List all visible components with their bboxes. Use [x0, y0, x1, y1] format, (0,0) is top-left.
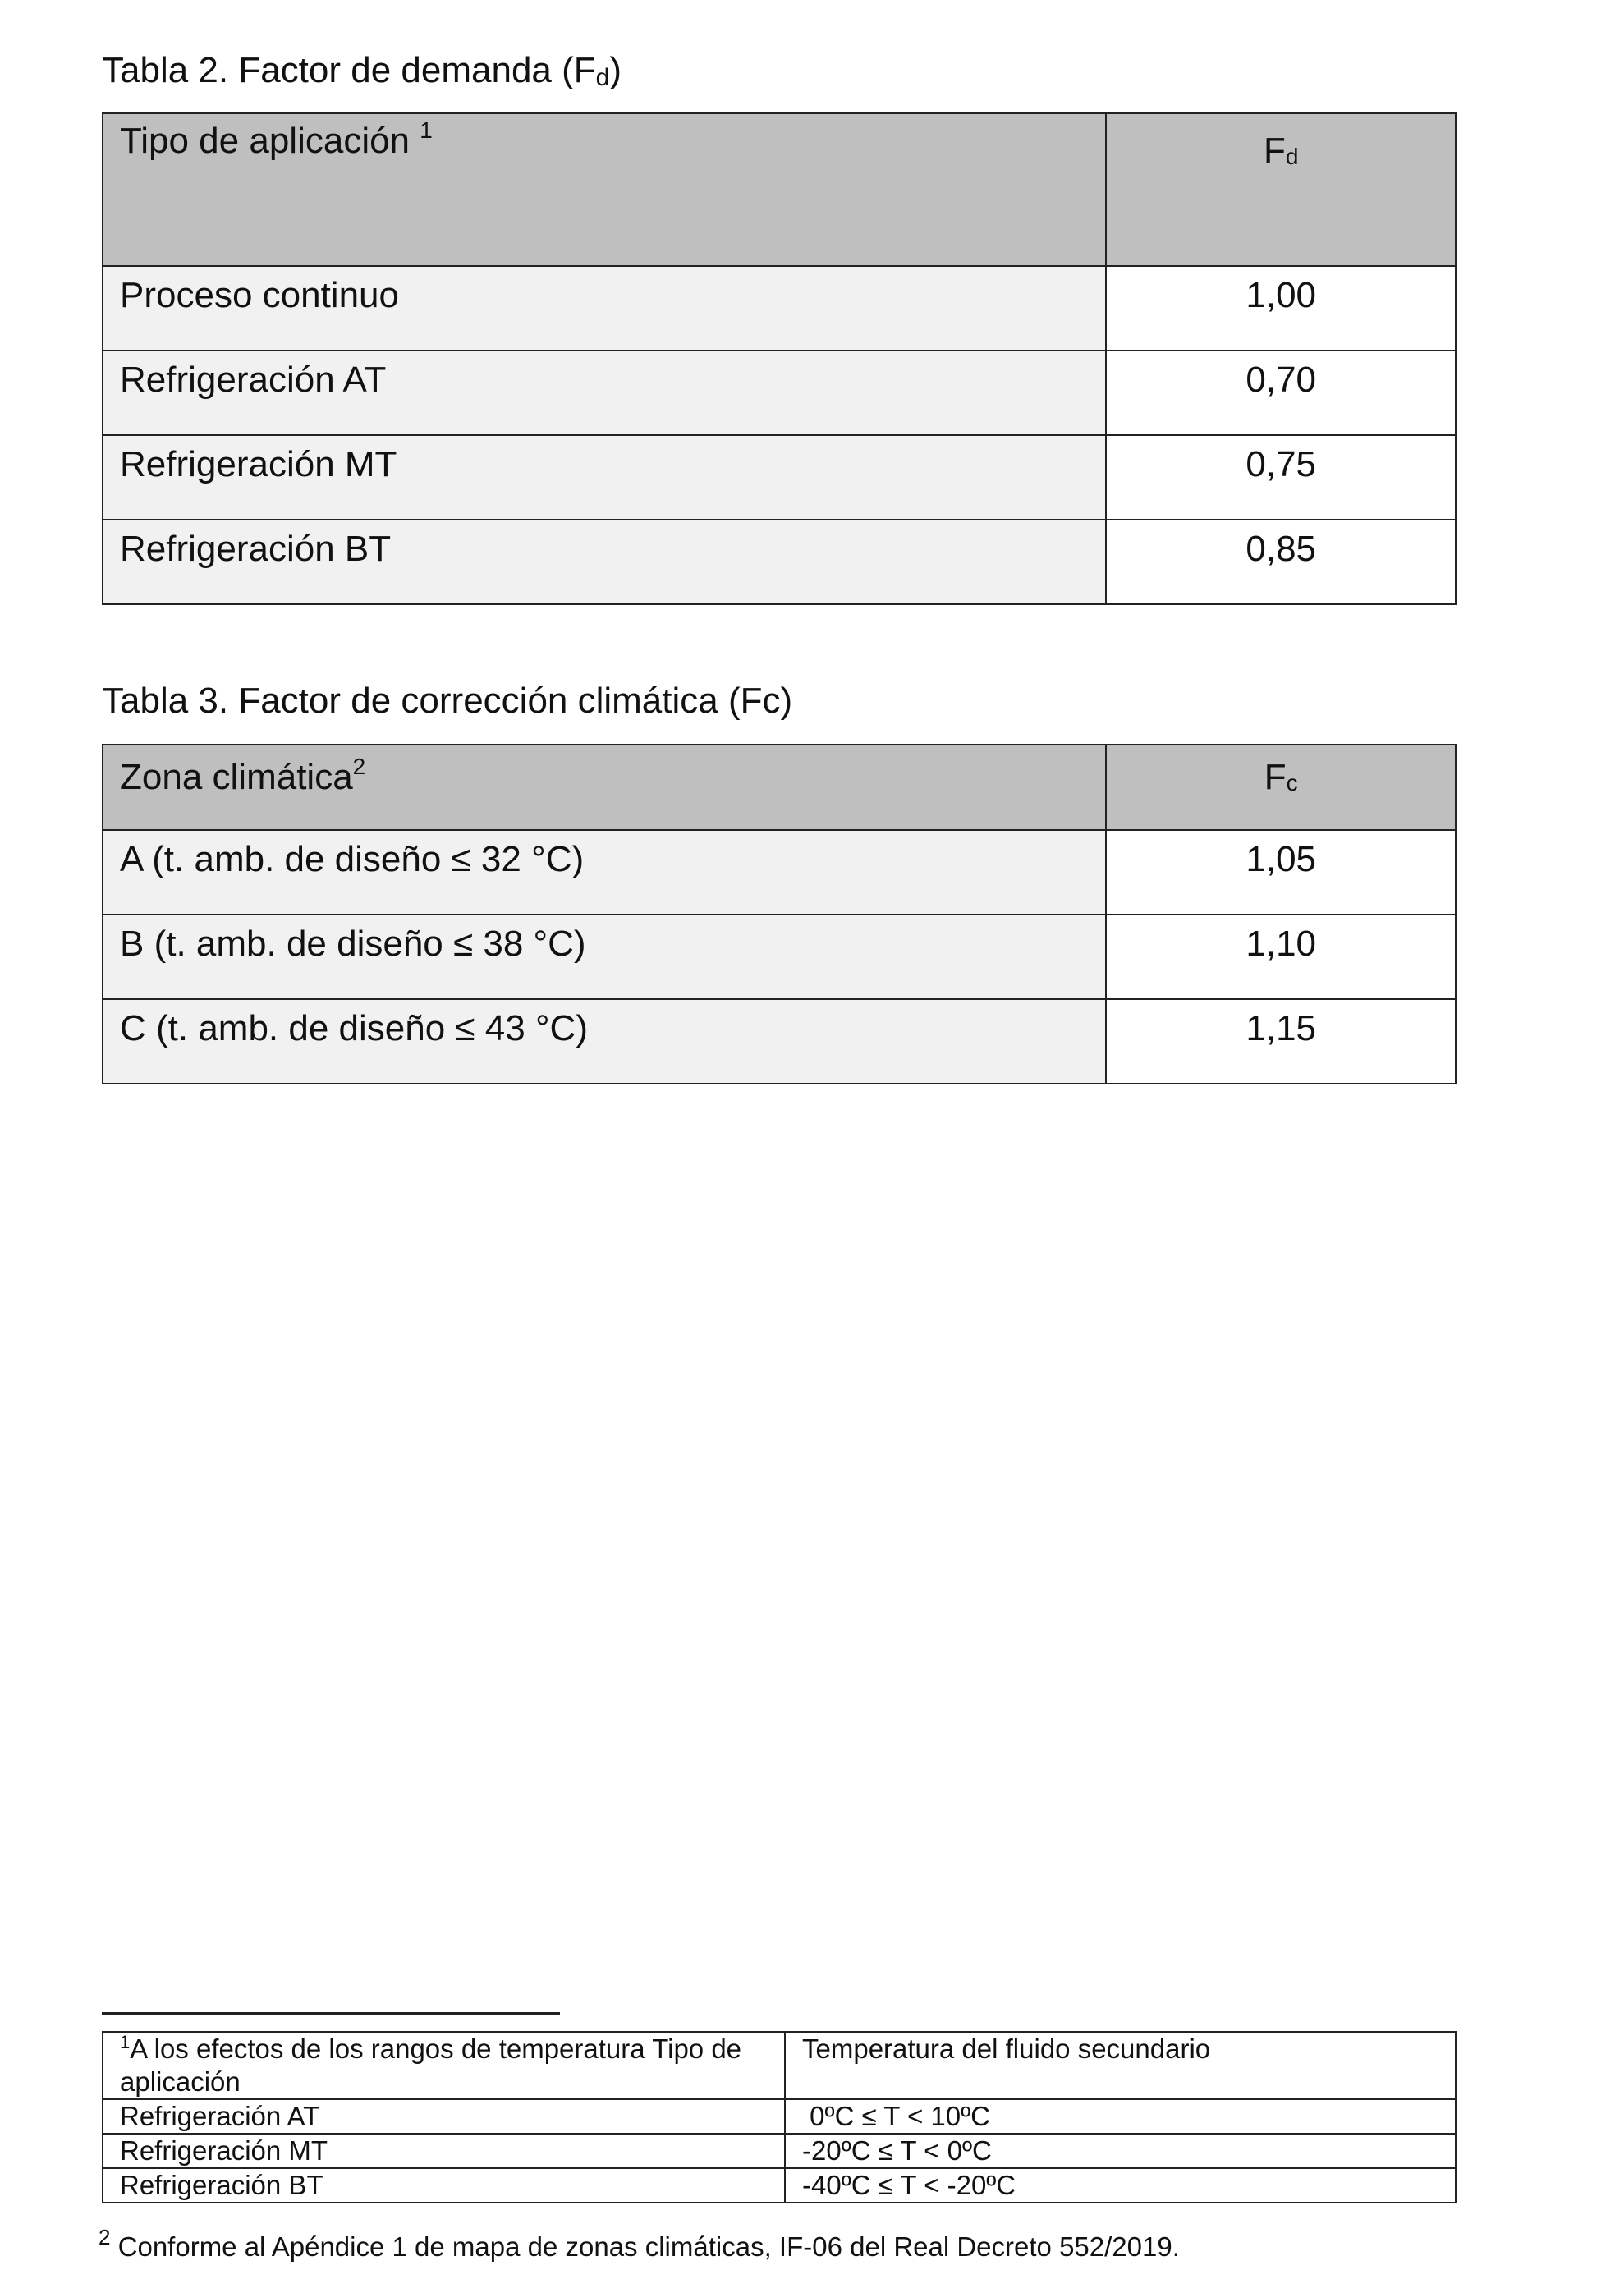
table-row: [103, 520, 1456, 604]
footnote1-ref: 1: [120, 2032, 131, 2052]
footnote2-text: Conforme al Apéndice 1 de mapa de zonas climáticas, IF-06 del Real Decreto 552/2019.: [117, 2231, 1180, 2262]
table-header-row: [103, 113, 1456, 266]
demand-factor-table: [102, 112, 1457, 605]
row-label: Refrigeración MT: [103, 2134, 785, 2168]
row-value: 1,15: [1106, 999, 1456, 1084]
table-row: [103, 999, 1456, 1084]
row-label: B (t. amb. de diseño ≤ 38 °C): [103, 915, 1106, 999]
row-value: -40ºC ≤ T < -20ºC: [785, 2168, 1456, 2203]
row-value: 0,70: [1106, 351, 1456, 435]
row-label: Refrigeración BT: [103, 2168, 785, 2203]
row-value: 1,00: [1106, 266, 1456, 351]
footnote1-header-col2: Temperatura del fluido secundario: [785, 2032, 1456, 2099]
table-row: [103, 2168, 1456, 2203]
footnote1-temperature-table: [102, 2031, 1457, 2203]
row-label: Refrigeración BT: [103, 520, 1106, 604]
table-row: [103, 915, 1456, 999]
table2-caption: Tabla 2. Factor de demanda (Fd): [102, 50, 622, 91]
footnote2: [99, 2225, 1180, 2263]
row-value: 0ºC ≤ T < 10ºC: [785, 2099, 1456, 2134]
table-row: [103, 351, 1456, 435]
row-label: Refrigeración AT: [103, 2099, 785, 2134]
column-header-application-type: Tipo de aplicación $^1$: [103, 113, 1106, 266]
column-header-fc: Fc: [1106, 745, 1456, 830]
row-value: 1,10: [1106, 915, 1456, 999]
table-row: [103, 2134, 1456, 2168]
climate-correction-table: [102, 744, 1457, 1084]
row-label: Refrigeración AT: [103, 351, 1106, 435]
footnote1-header-col1: $^1$A los efectos de los rangos de temperatura Tipo de aplicación: [103, 2032, 785, 2099]
footnote2-ref: 2: [99, 2225, 111, 2249]
table-row: [103, 2099, 1456, 2134]
table-row: [103, 830, 1456, 915]
row-label: Proceso continuo: [103, 266, 1106, 351]
row-label: C (t. amb. de diseño ≤ 43 °C): [103, 999, 1106, 1084]
table-header-row: [103, 745, 1456, 830]
table-row: [103, 266, 1456, 351]
table-header-row: [103, 2032, 1456, 2099]
row-value: 1,05: [1106, 830, 1456, 915]
row-value: -20ºC ≤ T < 0ºC: [785, 2134, 1456, 2168]
table-row: [103, 435, 1456, 520]
row-label: Refrigeración MT: [103, 435, 1106, 520]
footnote-separator: [102, 2012, 560, 2015]
row-value: 0,85: [1106, 520, 1456, 604]
table3-caption: Tabla 3. Factor de corrección climática (Fc): [102, 681, 793, 721]
row-label: A (t. amb. de diseño ≤ 32 °C): [103, 830, 1106, 915]
row-value: 0,75: [1106, 435, 1456, 520]
column-header-climate-zone: Zona climática$^2$: [103, 745, 1106, 830]
column-header-fd: Fd: [1106, 113, 1456, 266]
